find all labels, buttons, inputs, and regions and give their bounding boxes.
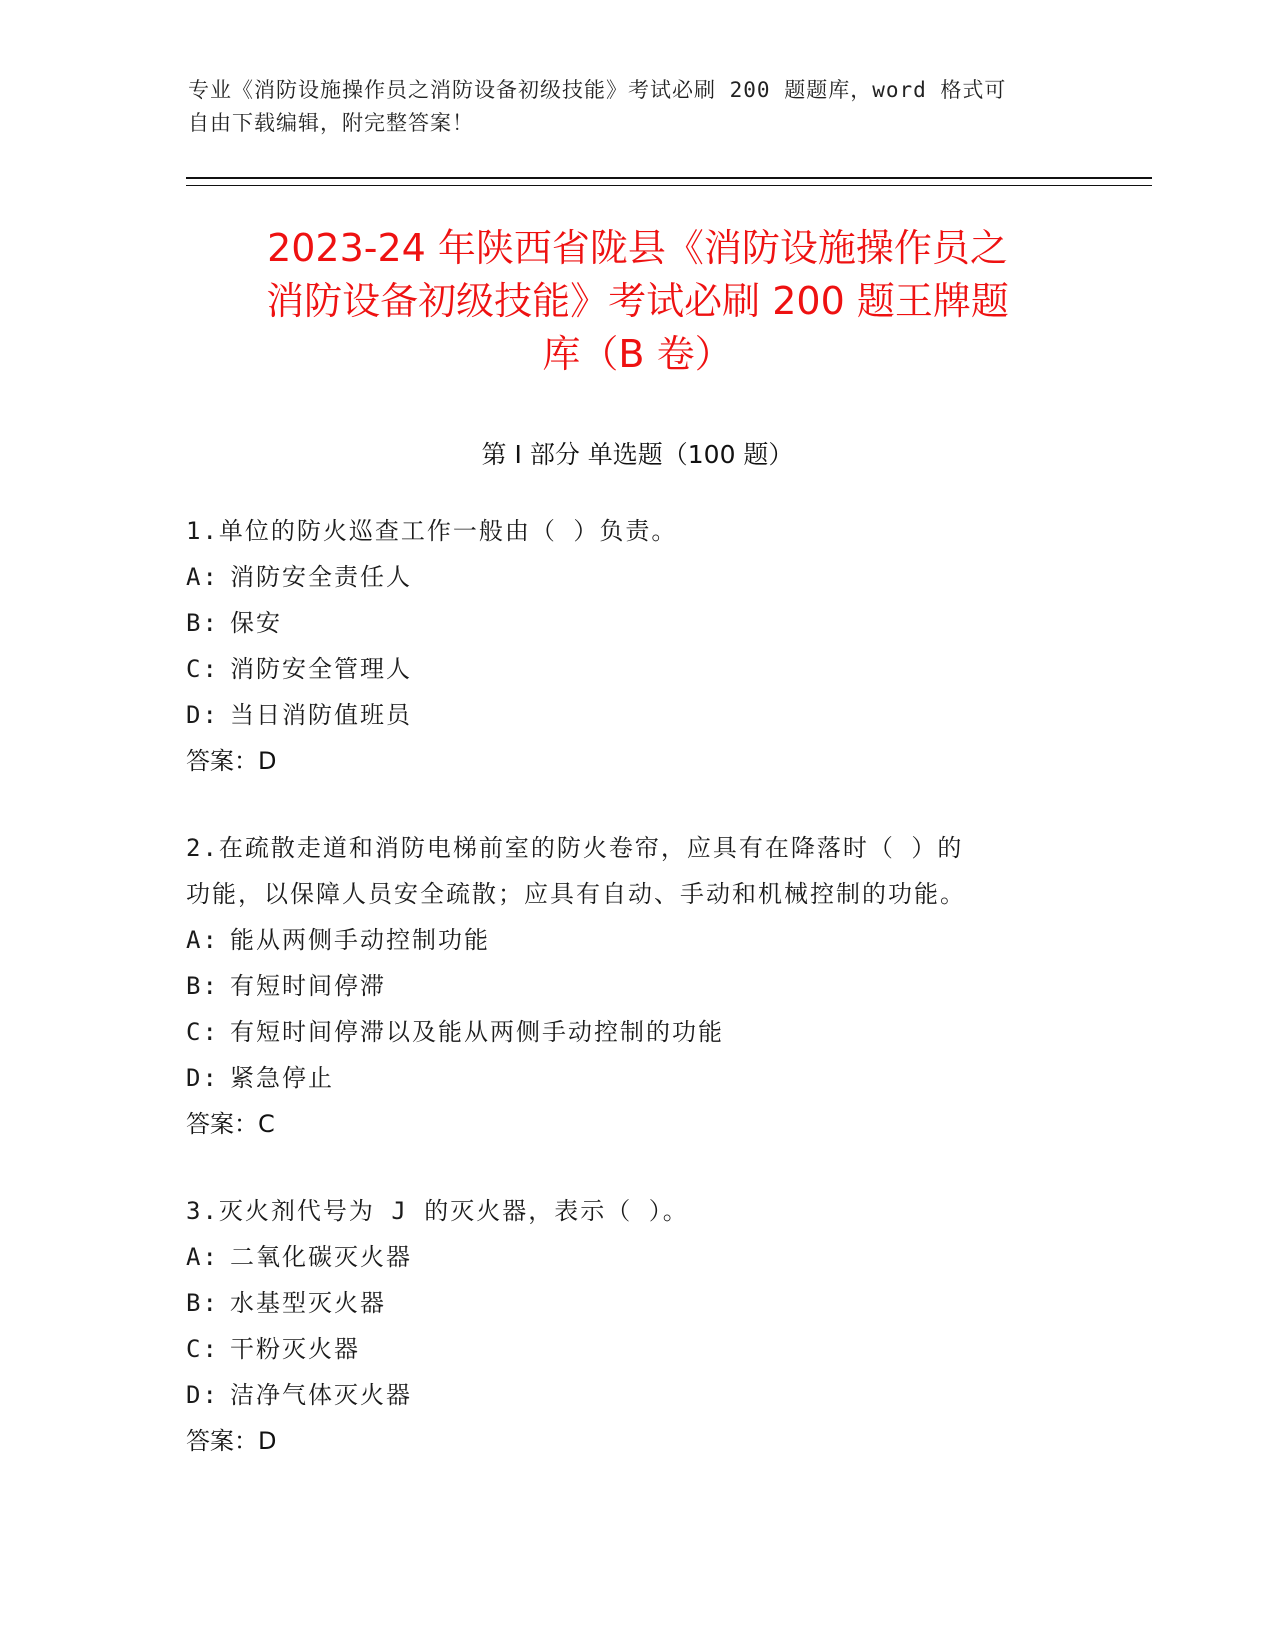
answer-line: 答案：D [186, 747, 277, 775]
header-note [188, 74, 1068, 140]
option-letter: C: [186, 1018, 219, 1046]
option-letter: B: [186, 1289, 219, 1317]
option-text: 消防安全管理人 [230, 655, 412, 683]
option-c [186, 646, 1086, 692]
option-d [186, 692, 1086, 738]
option-letter: A: [186, 1243, 219, 1271]
question-stem: 2.在疏散走道和消防电梯前室的防火卷帘，应具有在降落时（ ）的 [186, 834, 964, 862]
document-title [170, 222, 1105, 381]
option-c [186, 1009, 1086, 1055]
option-text: 有短时间停滞 [230, 972, 386, 1000]
header-note-line: 自由下载编辑，附完整答案！ [188, 111, 474, 135]
option-letter: B: [186, 972, 219, 1000]
option-letter: C: [186, 655, 219, 683]
option-letter: C: [186, 1335, 219, 1363]
option-b [186, 1280, 1086, 1326]
option-a [186, 1234, 1086, 1280]
option-text: 有短时间停滞以及能从两侧手动控制的功能 [230, 1018, 724, 1046]
option-text: 当日消防值班员 [230, 701, 412, 729]
option-letter: B: [186, 609, 219, 637]
option-text: 能从两侧手动控制功能 [230, 926, 490, 954]
question-1 [186, 508, 1086, 784]
option-d [186, 1372, 1086, 1418]
title-line: 消防设备初级技能》考试必刷 200 题王牌题 [266, 279, 1009, 323]
question-stem: 功能，以保障人员安全疏散；应具有自动、手动和机械控制的功能。 [186, 880, 966, 908]
answer-line: 答案：D [186, 1427, 277, 1455]
option-text: 洁净气体灭火器 [230, 1381, 412, 1409]
option-a [186, 554, 1086, 600]
title-line: 库（B 卷） [542, 332, 733, 376]
option-letter: D: [186, 1381, 219, 1409]
option-a [186, 917, 1086, 963]
option-text: 水基型灭火器 [230, 1289, 386, 1317]
option-b [186, 963, 1086, 1009]
option-letter: D: [186, 1064, 219, 1092]
question-stem: 1.单位的防火巡查工作一般由（ ）负责。 [186, 517, 678, 545]
header-rule-thin [186, 185, 1152, 186]
option-text: 保安 [230, 609, 282, 637]
option-text: 干粉灭火器 [230, 1335, 360, 1363]
title-line: 2023-24 年陕西省陇县《消防设施操作员之 [267, 226, 1008, 270]
header-rule-thick [186, 177, 1152, 179]
option-text: 二氧化碳灭火器 [230, 1243, 412, 1271]
option-d [186, 1055, 1086, 1101]
section-heading: 第 I 部分 单选题（100 题） [481, 440, 794, 469]
option-text: 紧急停止 [230, 1064, 334, 1092]
option-text: 消防安全责任人 [230, 563, 412, 591]
option-letter: D: [186, 701, 219, 729]
question-3 [186, 1188, 1086, 1464]
header-note-line: 专业《消防设施操作员之消防设备初级技能》考试必刷 200 题题库，word 格式可 [188, 78, 1007, 102]
question-stem: 3.灭火剂代号为 J 的灭火器，表示（ ）。 [186, 1197, 689, 1225]
option-c [186, 1326, 1086, 1372]
option-letter: A: [186, 563, 219, 591]
option-letter: A: [186, 926, 219, 954]
option-b [186, 600, 1086, 646]
question-2 [186, 825, 1086, 1147]
answer-line: 答案：C [186, 1110, 275, 1138]
